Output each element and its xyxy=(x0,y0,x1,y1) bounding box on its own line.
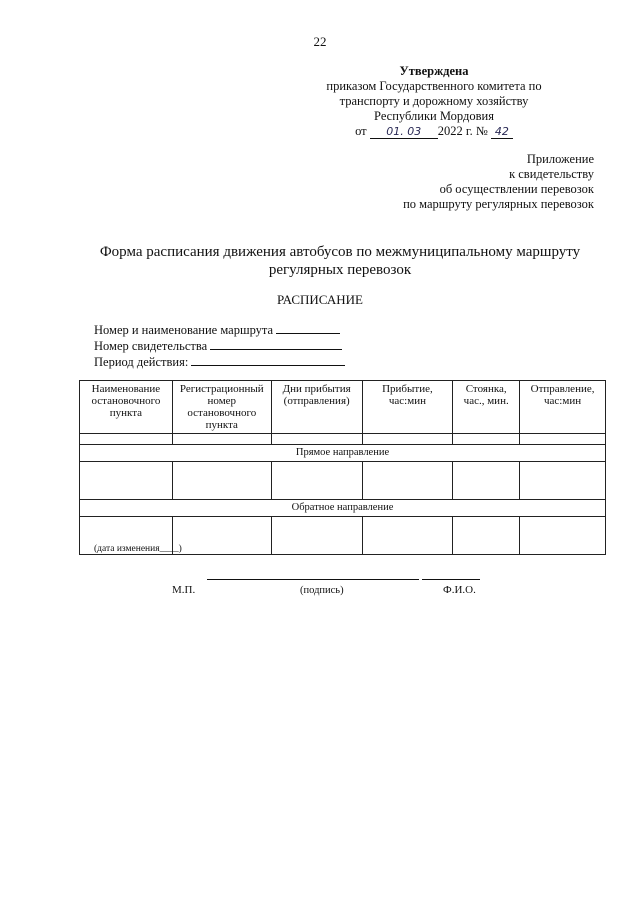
column-header: Прибытие, час:мин xyxy=(362,381,453,434)
direction-forward: Прямое направление xyxy=(80,445,606,462)
appendix-block xyxy=(334,152,594,212)
number-label: г. № xyxy=(465,124,488,138)
change-date-note: (дата изменения____) xyxy=(94,544,182,554)
handwritten-date: 01. 03 xyxy=(370,126,438,139)
certificate-field xyxy=(94,338,345,354)
certificate-blank xyxy=(210,338,342,350)
appendix-line-1: Приложение xyxy=(526,152,594,166)
handwritten-number: 42 xyxy=(491,126,513,139)
form-title xyxy=(80,243,600,279)
schedule-heading: РАСПИСАНИЕ xyxy=(277,292,363,307)
period-field xyxy=(94,354,345,370)
appendix-line-4: по маршруту регулярных перевозок xyxy=(403,197,594,211)
column-header: Стоянка, час., мин. xyxy=(453,381,520,434)
form-title-line-2: регулярных перевозок xyxy=(268,262,412,278)
form-fields xyxy=(94,322,345,370)
route-blank xyxy=(276,322,340,334)
approval-line-3: Республики Мордовия xyxy=(374,109,494,123)
approval-title: Утверждена xyxy=(399,64,469,78)
approval-date-line xyxy=(294,124,574,139)
certificate-label: Номер свидетельства xyxy=(94,339,208,353)
direction-reverse: Обратное направление xyxy=(80,500,606,517)
table-header-row xyxy=(80,381,606,434)
column-header: Дни прибытия (отправления) xyxy=(271,381,362,434)
name-label: Ф.И.О. xyxy=(443,584,476,596)
direction-row-reverse xyxy=(80,500,606,517)
from-label: от xyxy=(355,124,367,138)
approval-line-1: приказом Государственного комитета по xyxy=(326,79,542,93)
route-label: Номер и наименование маршрута xyxy=(94,323,274,337)
signature-line xyxy=(207,579,419,580)
route-field xyxy=(94,322,345,338)
table-spacer-row xyxy=(80,434,606,445)
column-header: Наименование остановочного пункта xyxy=(80,381,173,434)
approval-line-2: транспорту и дорожному хозяйству xyxy=(339,94,529,108)
table-row xyxy=(80,462,606,500)
period-blank xyxy=(191,354,345,366)
approval-block xyxy=(294,64,574,139)
year: 2022 xyxy=(437,124,463,138)
name-line xyxy=(422,579,480,580)
schedule-table xyxy=(79,380,606,555)
period-label: Период действия: xyxy=(94,355,189,369)
signature-label: (подпись) xyxy=(300,585,344,596)
appendix-line-3: об осуществлении перевозок xyxy=(439,182,594,196)
direction-row-forward xyxy=(80,445,606,462)
form-title-line-1: Форма расписания движения автобусов по межмуниципальному маршруту xyxy=(99,244,581,260)
column-header: Регистрационный номер остановочного пункта xyxy=(172,381,271,434)
page-number: 22 xyxy=(313,34,327,49)
stamp-label: М.П. xyxy=(172,584,196,596)
column-header: Отправление, час:мин xyxy=(520,381,606,434)
appendix-line-2: к свидетельству xyxy=(509,167,594,181)
